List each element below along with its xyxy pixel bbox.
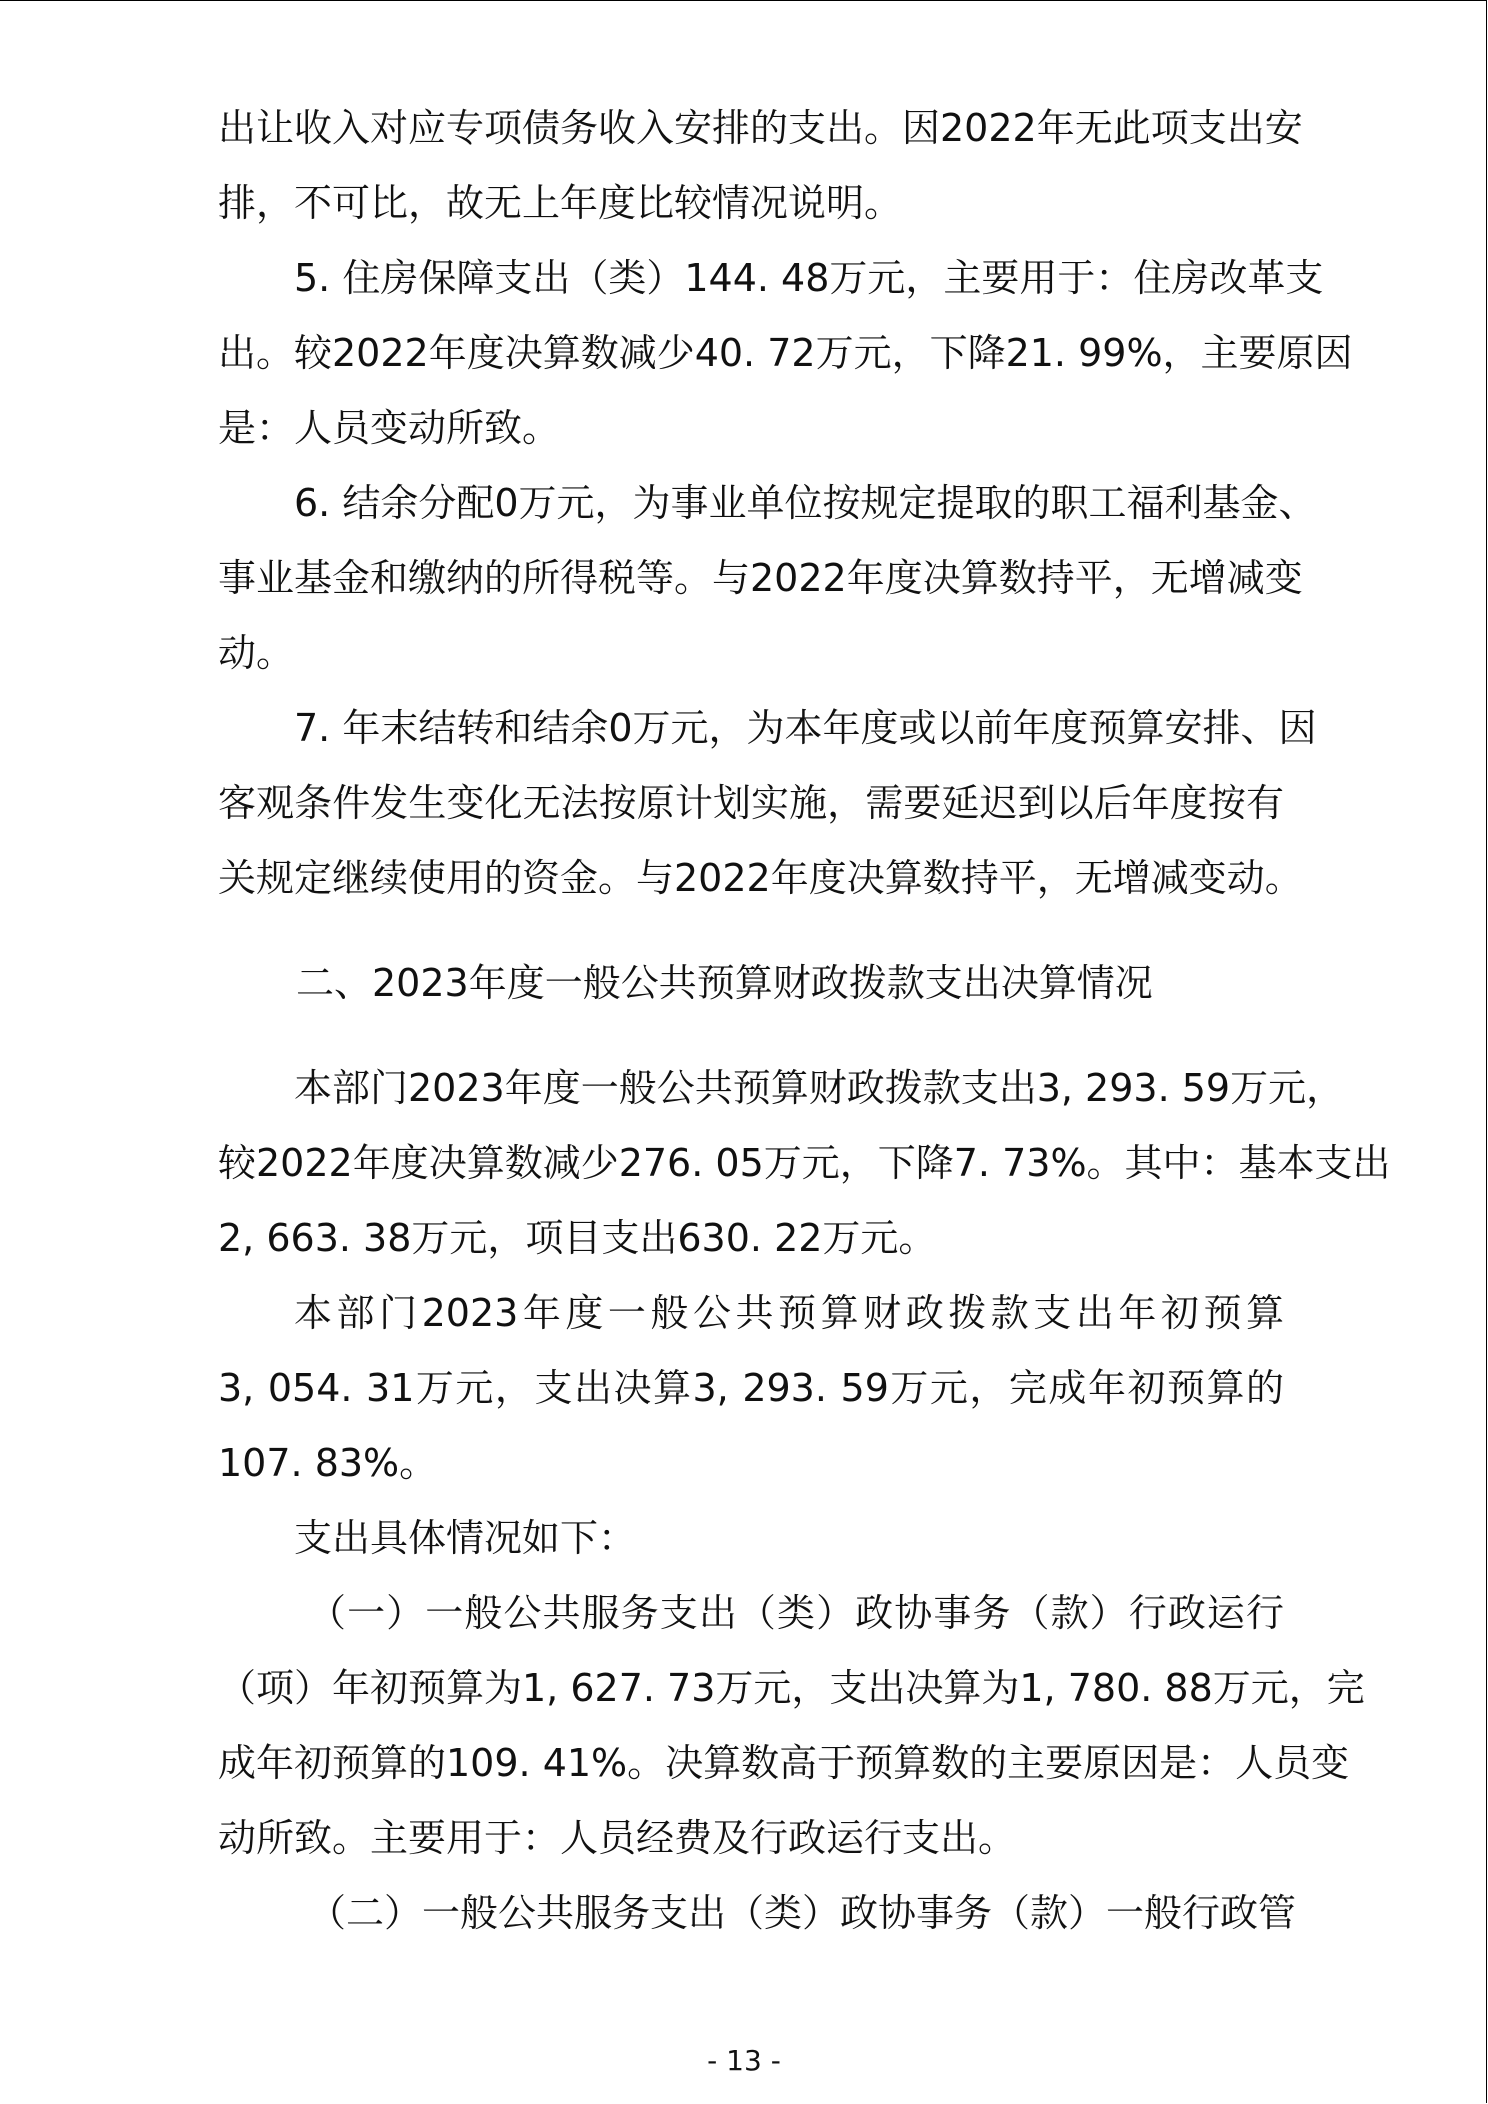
section-heading: 二、2023年度一般公共预算财政拨款支出决算情况 <box>296 961 1153 1005</box>
document-body <box>218 91 1391 1951</box>
paragraph-line: 本部门2023年度一般公共预算财政拨款支出3, 293. 59万元， <box>294 1066 1345 1110</box>
paragraph-line: 动。 <box>218 631 295 675</box>
paragraph-line: 较2022年度决算数减少276. 05万元，下降7. 73%。其中：基本支出 <box>218 1141 1391 1185</box>
paragraph-line: 本部门2023年度一般公共预算财政拨款支出年初预算 <box>294 1291 1284 1335</box>
paragraph-line: 出。较2022年度决算数减少40. 72万元，下降21. 99%，主要原因 <box>218 331 1353 375</box>
paragraph-line: 107. 83%。 <box>218 1441 438 1485</box>
paragraph-line: 支出具体情况如下： <box>294 1516 637 1560</box>
paragraph-line: 成年初预算的109. 41%。决算数高于预算数的主要原因是：人员变 <box>218 1741 1350 1785</box>
paragraph-line: 事业基金和缴纳的所得税等。与2022年度决算数持平，无增减变 <box>218 556 1303 600</box>
paragraph-line: 是：人员变动所致。 <box>218 406 561 450</box>
paragraph-line: 排，不可比，故无上年度比较情况说明。 <box>218 181 903 225</box>
paragraph-line: 动所致。主要用于：人员经费及行政运行支出。 <box>218 1816 1017 1860</box>
paragraph-line: （项）年初预算为1, 627. 73万元，支出决算为1, 780. 88万元，完 <box>218 1666 1365 1710</box>
paragraph-line: 3, 054. 31万元，支出决算3, 293. 59万元，完成年初预算的 <box>218 1366 1284 1410</box>
paragraph-line: 5. 住房保障支出（类）144. 48万元，主要用于：住房改革支 <box>294 256 1324 300</box>
paragraph-line: 出让收入对应专项债务收入安排的支出。因2022年无此项支出安 <box>218 106 1303 150</box>
paragraph-line: 关规定继续使用的资金。与2022年度决算数持平，无增减变动。 <box>218 856 1303 900</box>
paragraph-line: 2, 663. 38万元，项目支出630. 22万元。 <box>218 1216 937 1260</box>
page-number: - 13 - <box>707 2044 781 2077</box>
paragraph-line: （二）一般公共服务支出（类）政协事务（款）一般行政管 <box>308 1891 1297 1935</box>
paragraph-line: 6. 结余分配0万元，为事业单位按规定提取的职工福利基金、 <box>294 481 1317 525</box>
paragraph-line: 7. 年末结转和结余0万元，为本年度或以前年度预算安排、因 <box>294 706 1317 750</box>
paragraph-line: （一）一般公共服务支出（类）政协事务（款）行政运行 <box>308 1591 1284 1635</box>
paragraph-line: 客观条件发生变化无法按原计划实施，需要延迟到以后年度按有 <box>218 781 1284 825</box>
